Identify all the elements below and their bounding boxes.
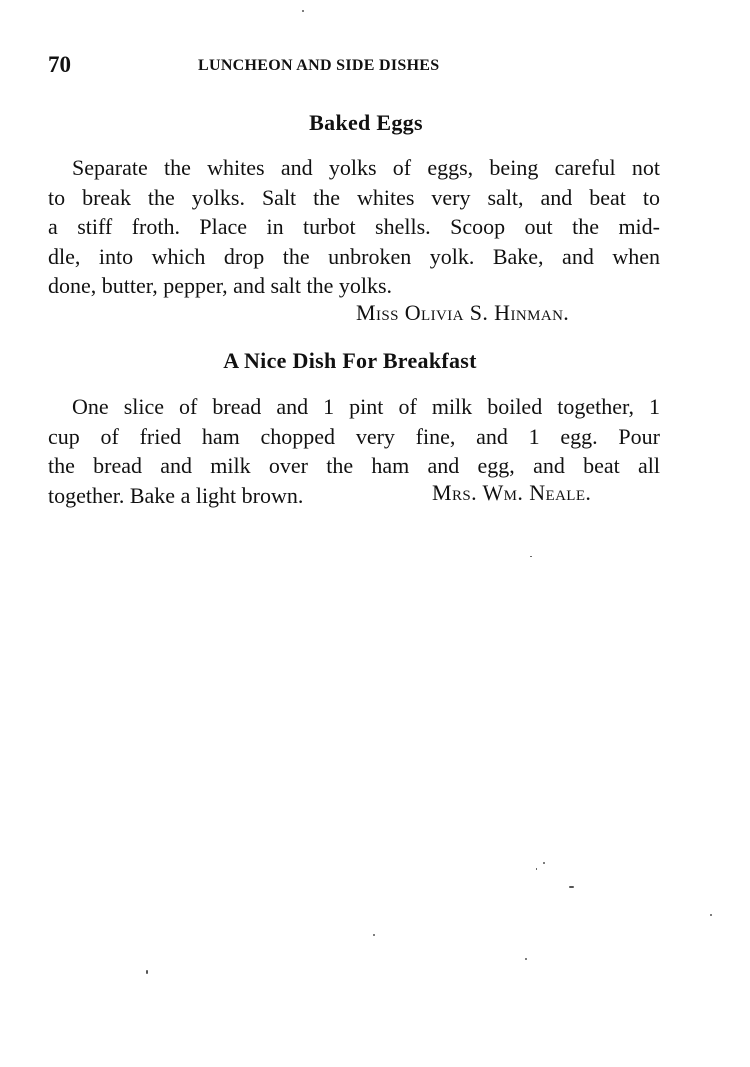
text-line: a stiff froth. Place in turbot shells. Scoop out the mid- bbox=[48, 214, 660, 239]
scan-speck bbox=[710, 914, 712, 916]
recipe-title-baked-eggs: Baked Eggs bbox=[309, 110, 423, 135]
text-line: together. Bake a light brown. bbox=[48, 482, 304, 508]
text-line: to break the yolks. Salt the whites very salt, and beat to bbox=[48, 184, 660, 210]
scan-speck bbox=[373, 934, 375, 936]
recipe-body-baked-eggs bbox=[48, 153, 660, 301]
scan-speck bbox=[525, 958, 527, 960]
scan-speck bbox=[302, 10, 304, 12]
text-line: the bread and milk over the ham and egg, and beat all bbox=[48, 453, 660, 478]
running-head: LUNCHEON AND SIDE DISHES bbox=[198, 57, 440, 74]
recipe-title-nice-dish-for-breakfast: A Nice Dish For Breakfast bbox=[223, 348, 477, 373]
text-line: done, butter, pepper, and salt the yolks. bbox=[48, 273, 393, 298]
scan-speck bbox=[536, 868, 537, 870]
scan-speck bbox=[530, 556, 532, 557]
recipe-signature: Mrs. Wm. Neale. bbox=[432, 480, 592, 505]
scan-speck bbox=[569, 886, 574, 888]
page-number: 70 bbox=[48, 52, 71, 77]
text-line: dle, into which drop the unbroken yolk. Bake, and when bbox=[48, 243, 660, 269]
page-header bbox=[48, 52, 660, 80]
scan-speck bbox=[146, 970, 148, 974]
text-line: Separate the whites and yolks of eggs, being careful not bbox=[72, 155, 660, 180]
recipe-signature: Miss Olivia S. Hinman. bbox=[356, 300, 570, 325]
text-line: One slice of bread and 1 pint of milk boiled together, 1 bbox=[72, 394, 660, 419]
text-line: cup of fried ham chopped very fine, and 1 egg. Pour bbox=[48, 423, 660, 449]
scan-speck bbox=[543, 862, 545, 864]
